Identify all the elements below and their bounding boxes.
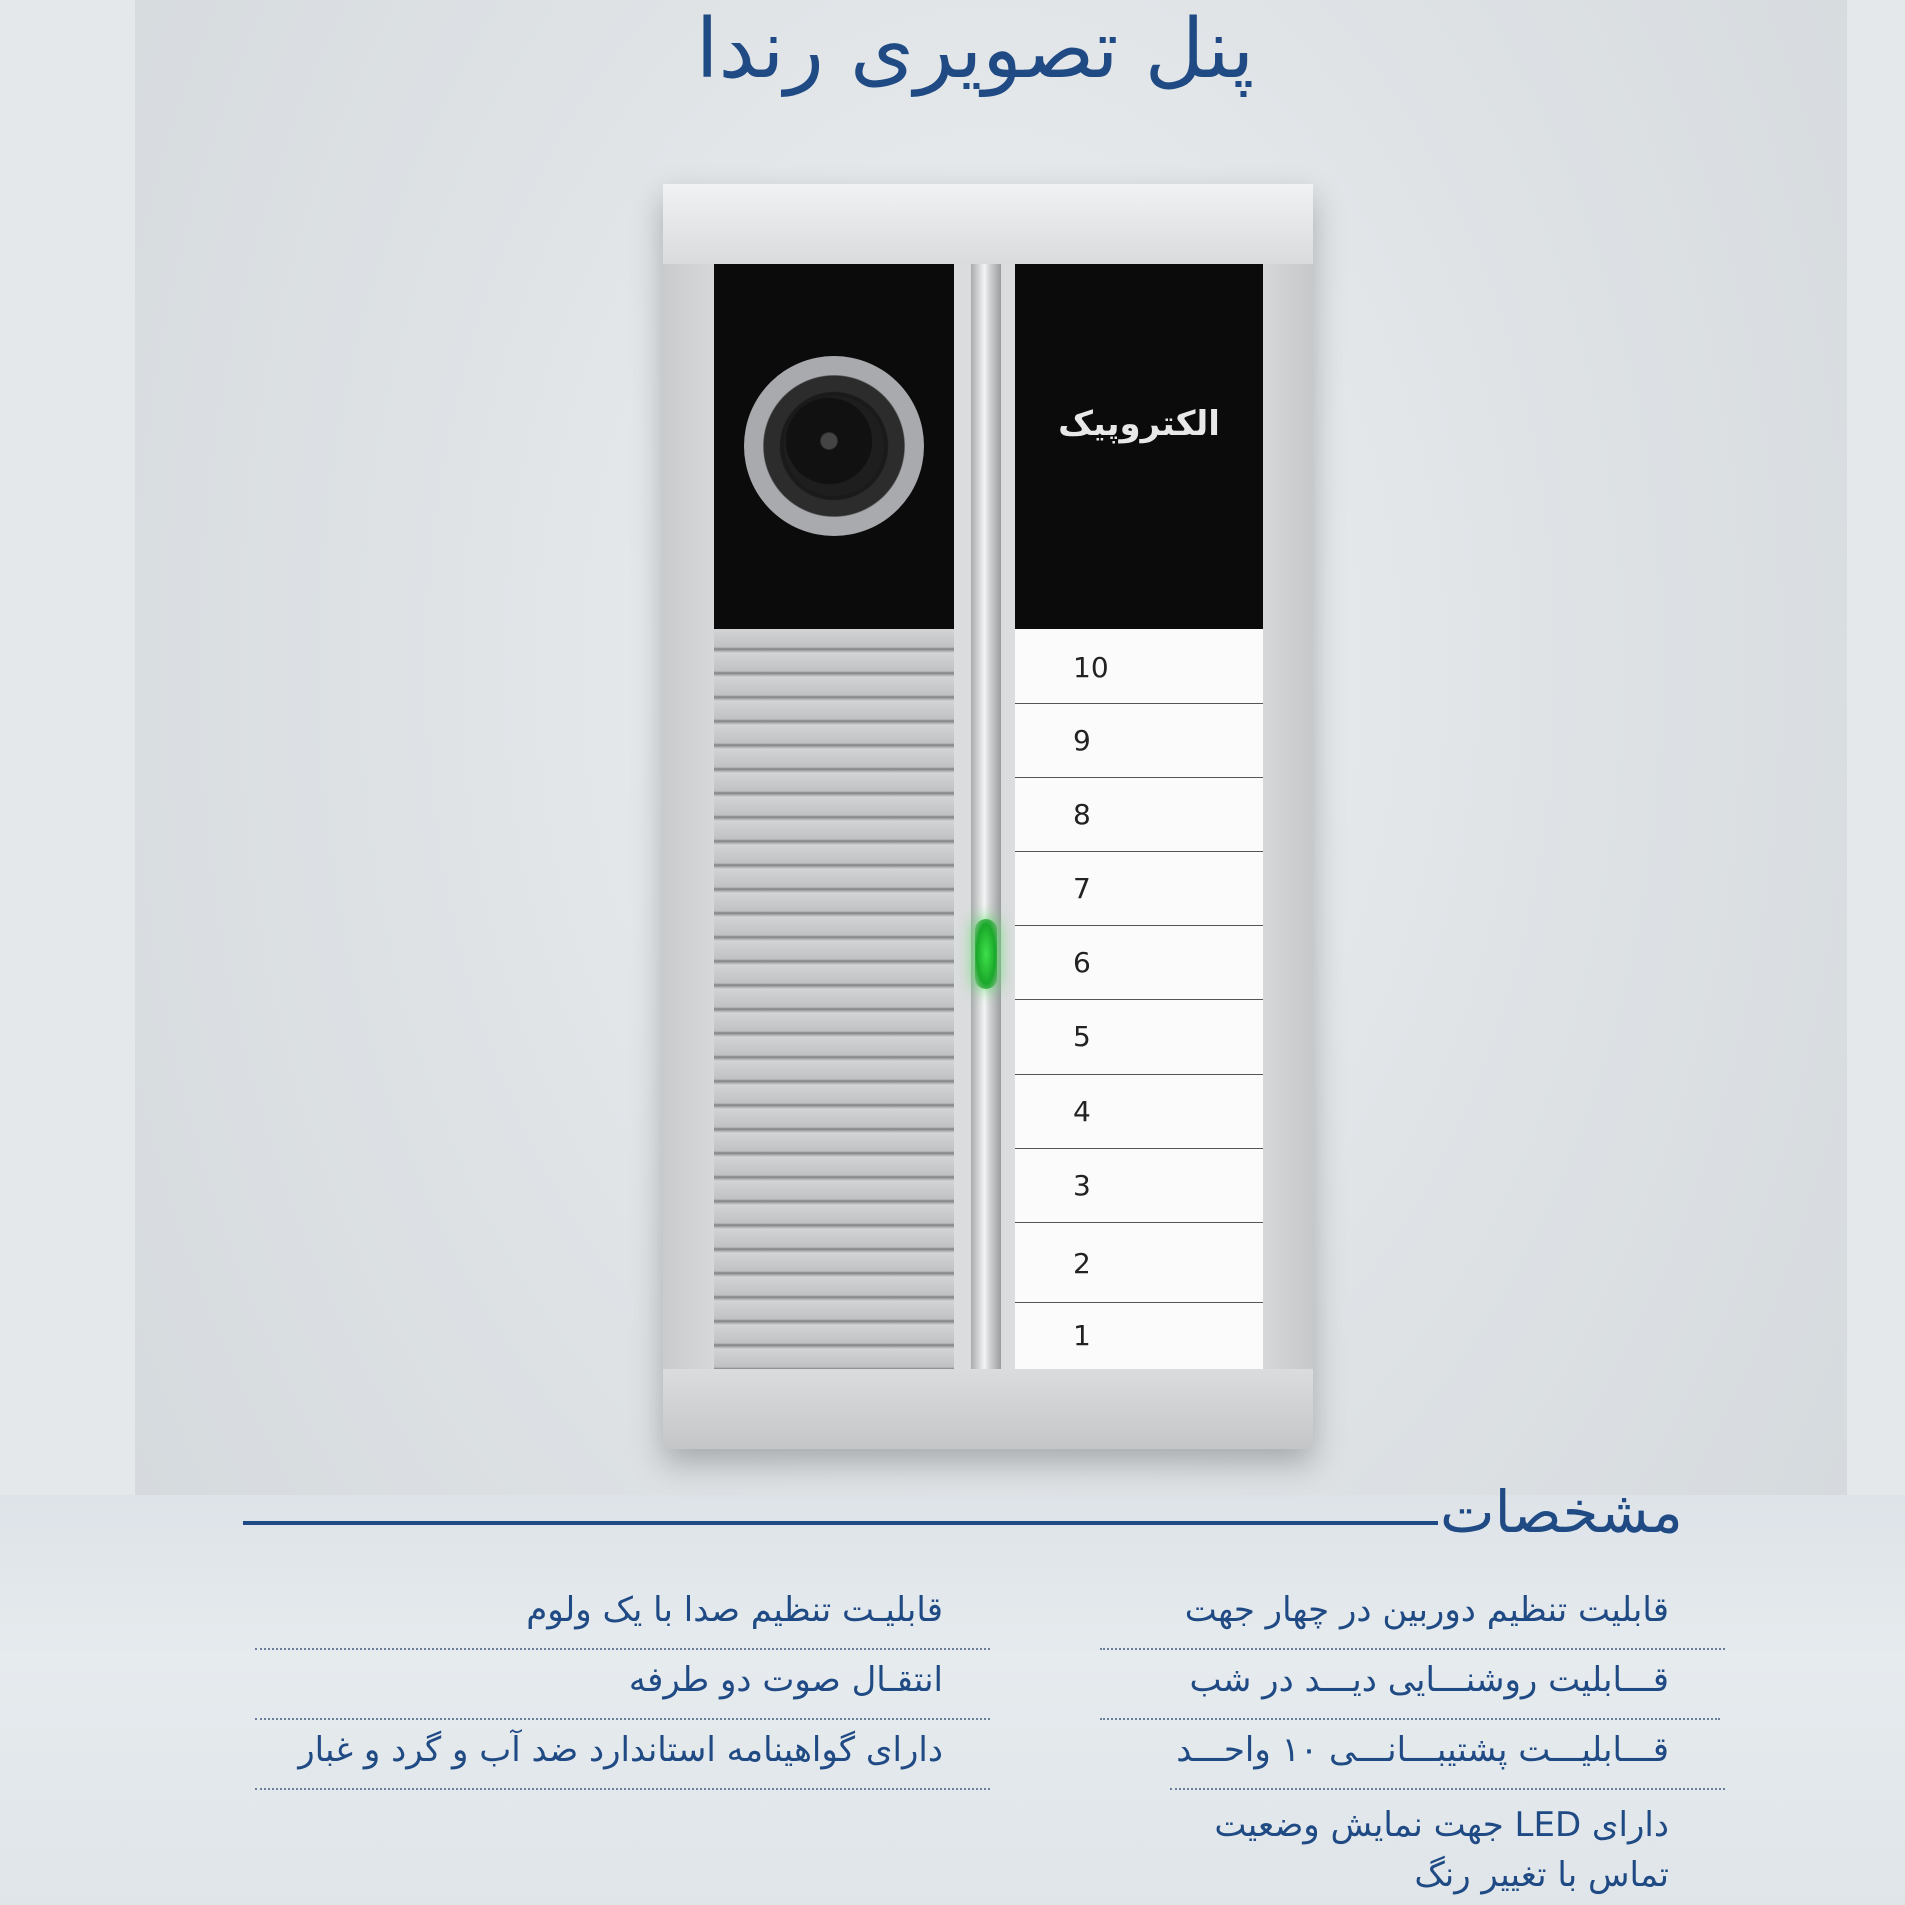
brand-logo: الکتروپیک xyxy=(1058,404,1220,444)
status-led xyxy=(975,919,997,989)
spec-divider xyxy=(1170,1788,1725,1790)
call-button[interactable]: 5 xyxy=(1015,1000,1263,1075)
spec-divider xyxy=(255,1718,990,1720)
spec-item: تماس با تغییر رنگ xyxy=(1414,1855,1669,1895)
spec-item: دارای LED جهت نمایش وضعیت xyxy=(1214,1805,1669,1845)
call-button[interactable]: 10 xyxy=(1015,629,1263,704)
call-button[interactable]: 1 xyxy=(1073,1319,1091,1352)
camera-module xyxy=(714,264,954,629)
spec-item: قابلیت تنظیم دوربین در چهار جهت xyxy=(1184,1590,1669,1630)
call-button[interactable]: 8 xyxy=(1015,778,1263,852)
spec-item: قابلیـت تنظیم صدا با یک ولوم xyxy=(526,1590,943,1630)
intercom-panel xyxy=(663,184,1313,1449)
page-title: پنل تصویری رندا xyxy=(695,2,1255,97)
panel-bottom-frame xyxy=(663,1369,1313,1449)
call-button[interactable]: 4 xyxy=(1015,1075,1263,1149)
call-button[interactable]: 2 xyxy=(1015,1223,1263,1303)
spec-divider xyxy=(1100,1648,1725,1650)
spec-divider xyxy=(255,1788,990,1790)
spec-divider xyxy=(255,1648,990,1650)
call-buttons xyxy=(1015,629,1263,1369)
spec-divider xyxy=(1100,1718,1720,1720)
spec-item: قـــابلیت روشنـــایی دیـــد در شب xyxy=(1189,1660,1669,1700)
center-rail xyxy=(971,264,1001,1369)
call-button[interactable]: 3 xyxy=(1015,1149,1263,1223)
logo-module xyxy=(1015,264,1263,629)
specs-divider xyxy=(243,1521,1438,1525)
call-button[interactable]: 9 xyxy=(1015,704,1263,778)
specs-title: مشخصات xyxy=(1440,1478,1683,1546)
panel-top-frame xyxy=(663,184,1313,264)
spec-item: دارای گواهینامه استاندارد ضد آب و گرد و غبار xyxy=(298,1730,943,1770)
spec-item: انتقـال صوت دو طرفه xyxy=(628,1660,943,1700)
camera-lens-icon xyxy=(784,396,884,496)
speaker-grille xyxy=(714,629,954,1369)
call-button[interactable]: 6 xyxy=(1015,926,1263,1000)
call-button[interactable]: 7 xyxy=(1015,852,1263,926)
spec-item: قـــابلیـــت پشتیبـــانـــی ۱۰ واحـــد xyxy=(1176,1730,1669,1770)
